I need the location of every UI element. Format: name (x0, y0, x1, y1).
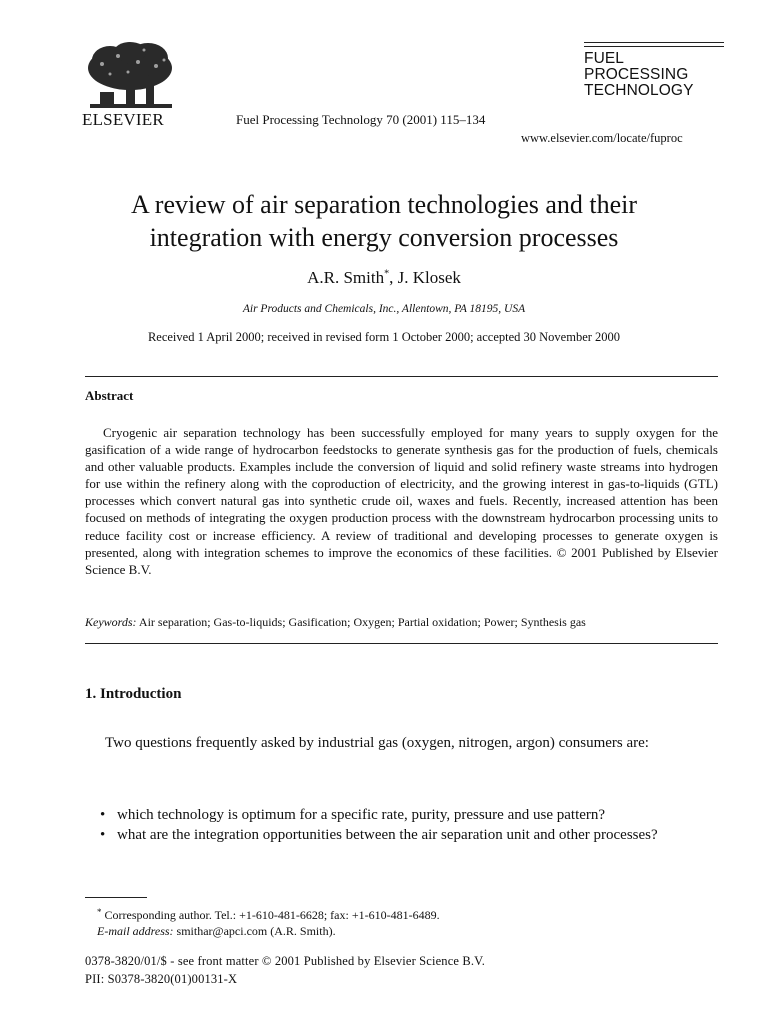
list-item-text: which technology is optimum for a specific rate, purity, pressure and use pattern? (117, 807, 606, 823)
masthead-rule (584, 42, 724, 43)
footnote-mark: * (97, 907, 102, 917)
divider (85, 376, 718, 377)
keywords-label: Keywords: (85, 615, 137, 629)
bullet-icon: • (100, 826, 106, 843)
list-item-text: what are the integration opportunities between the air separation unit and other processes? (117, 826, 658, 843)
article-title (60, 188, 708, 254)
pii-line: PII: S0378-3820(01)00131-X (85, 972, 238, 986)
author-list (0, 268, 768, 288)
author-name: J. Klosek (397, 268, 461, 287)
footnote (97, 904, 440, 939)
received-dates: Received 1 April 2000; received in revised form 1 October 2000; accepted 30 November 2000 (147, 330, 621, 344)
intro-paragraph: Two questions frequently asked by industrial gas (oxygen, nitrogen, argon) consumers are: (105, 735, 649, 751)
list-item (100, 826, 718, 846)
author-affiliation: Air Products and Chemicals, Inc., Allentown, PA 18195, USA (242, 303, 526, 315)
keywords-text: Air separation; Gas-to-liquids; Gasification; Oxygen; Partial oxidation; Power; Synthesis gas (136, 615, 586, 629)
bullet-list (100, 806, 718, 845)
journal-name (584, 51, 724, 99)
footnote-contact: Corresponding author. Tel.: +1-610-481-6628; fax: +1-610-481-6489. (104, 908, 440, 922)
journal-name-line: PROCESSING (584, 66, 689, 83)
journal-masthead (584, 42, 724, 99)
title-line: integration with energy conversion processes (149, 223, 619, 252)
author-separator: , (389, 268, 398, 287)
publisher-name: ELSEVIER (82, 110, 164, 129)
legal-info (85, 952, 485, 988)
email-link[interactable]: smithar@apci.com (A.R. Smith). (173, 924, 336, 938)
journal-citation: Fuel Processing Technology 70 (2001) 115–134 (236, 112, 486, 127)
author-name: A.R. Smith (307, 268, 385, 287)
corresponding-author-mark[interactable]: * (384, 268, 390, 280)
divider (85, 643, 718, 644)
footnote-contact-line (97, 904, 440, 923)
abstract-text: Cryogenic air separation technology has been successfully employed for many years to supply oxygen for the gasification of a wide range of hydrocarbon feedstocks to generate synthesis gas for the production of fuels, chemicals and other valuable products. Examples include the conversion of liquid and solid refinery waste streams into hydrogen for use within the refinery along with the coproduction of electricity, and the growing interest in gas-to-liquids (GTL) processes which convert natural gas into synthetic crude oil, waxes and fuels. Recently, increased attention has been focused on methods of integrating the oxygen production process with the downstream hydrocarbon processing units to reduce facility cost or increase efficiency. A review of traditional and developing processes to generate oxygen is presented, along with integration schemes to improve the economics of these facilities. © 2001 Published by Elsevier Science B.V. (85, 425, 718, 577)
issn-line: 0378-3820/01/$ - see front matter © 2001 Published by Elsevier Science B.V. (85, 954, 485, 968)
title-line: A review of air separation technologies and their (130, 190, 638, 219)
section-heading: 1. Introduction (85, 686, 182, 702)
journal-name-line: FUEL (584, 50, 625, 67)
email-label: E-mail address: (97, 924, 174, 938)
abstract-heading: Abstract (85, 388, 134, 403)
masthead-rule (584, 46, 724, 47)
footnote-rule (85, 897, 147, 898)
keywords (85, 615, 586, 630)
list-item (100, 806, 718, 826)
bullet-icon: • (100, 807, 106, 823)
journal-name-line: TECHNOLOGY (584, 82, 694, 99)
footnote-email-line (97, 923, 440, 939)
journal-url-link[interactable]: www.elsevier.com/locate/fuproc (521, 131, 683, 145)
